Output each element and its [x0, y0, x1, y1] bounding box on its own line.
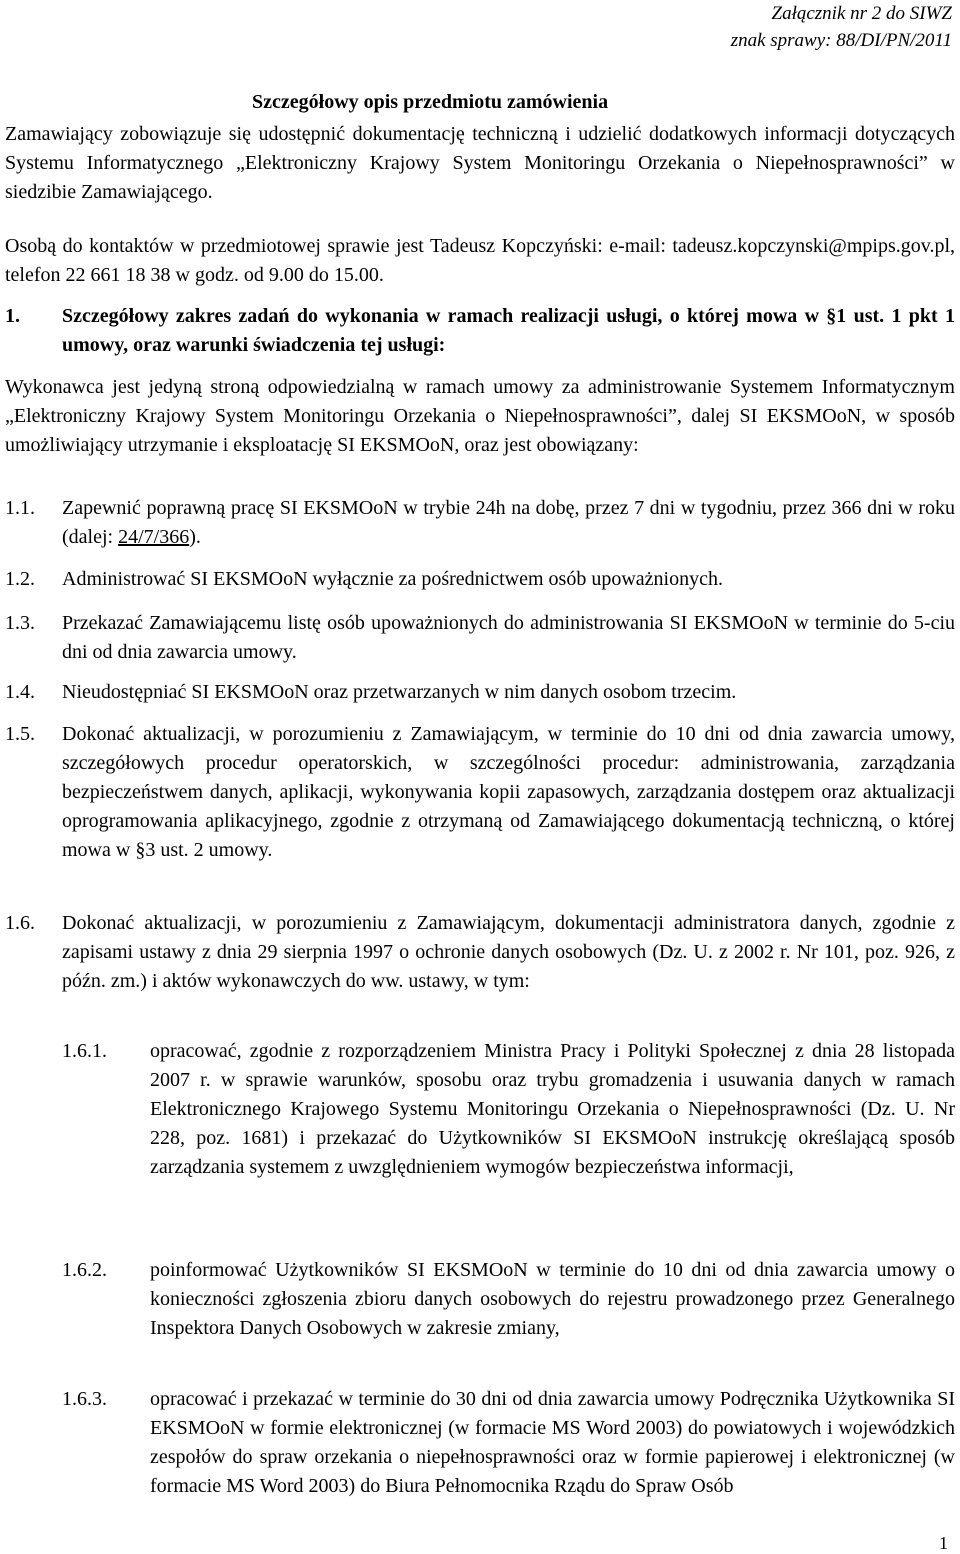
item-text: Dokonać aktualizacji, w porozumieniu z Zamawiającym, dokumentacji administratora danych, zgodnie z zapisami ustawy z dnia 29 sierpnia 1997 o ochronie danych osobowych (Dz. U. z 2002 r. Nr 101, poz. 926, z późn. zm.) i aktów wykonawczych do ww. ustawy, w tym:	[62, 912, 955, 992]
item-number: 1.4.	[5, 681, 35, 703]
intro-paragraph: Zamawiający zobowiązuje się udostępnić dokumentację techniczną i udzielić dodatkowych informacji dotyczących Systemu Informatycznego „Elektroniczny Krajowy System Monitoringu Orzekania o Niepełnosprawności” w siedzibie Zamawiającego.	[5, 123, 955, 203]
list-item	[5, 494, 955, 552]
item-text: Nieudostępniać SI EKSMOoN oraz przetwarzanych w nim danych osobom trzecim.	[62, 681, 737, 703]
item-text: Przekazać Zamawiającemu listę osób upoważnionych do administrowania SI EKSMOoN w terminie do 5-ciu dni od dnia zawarcia umowy.	[62, 612, 955, 663]
sub-list-item	[62, 1037, 955, 1182]
section-title: Szczegółowy zakres zadań do wykonania w ramach realizacji usługi, o której mowa w §1 ust. 1 pkt 1 umowy, oraz warunki świadczenia tej usługi:	[62, 305, 955, 356]
document-title: Szczegółowy opis przedmiotu zamówienia	[252, 91, 609, 113]
sub-list-item	[62, 1256, 955, 1343]
contact-paragraph: Osobą do kontaktów w przedmiotowej sprawie jest Tadeusz Kopczyński: e-mail: tadeusz.kopczynski@mpips.gov.pl, telefon 22 661 18 38 w godz. od 9.00 do 15.00.	[5, 235, 955, 286]
case-number: znak sprawy: 88/DI/PN/2011	[730, 30, 952, 51]
item-text: Zapewnić poprawną pracę SI EKSMOoN w trybie 24h na dobę, przez 7 dni w tygodniu, przez 366 dni w roku (dalej: 24/7/366).	[62, 497, 955, 548]
list-item	[5, 720, 955, 865]
item-number: 1.3.	[5, 612, 35, 634]
sub-item-number: 1.6.1.	[62, 1040, 107, 1062]
list-item	[5, 909, 955, 996]
sub-item-text: opracować, zgodnie z rozporządzeniem Ministra Pracy i Polityki Społecznej z dnia 28 listopada 2007 r. w sprawie warunków, sposobu oraz trybu gromadzenia i usuwania danych w ramach Elektronicznego Krajowego Systemu Monitoringu Orzekania o Niepełnosprawności (Dz. U. Nr 228, poz. 1681) i przekazać do Użytkowników SI EKSMOoN instrukcję określającą sposób zarządzania systemem z uwzględnieniem wymogów bezpieczeństwa informacji,	[150, 1040, 955, 1178]
item-number: 1.5.	[5, 723, 35, 745]
section-body: Wykonawca jest jedyną stroną odpowiedzialną w ramach umowy za administrowanie Systemem Informatycznym „Elektroniczny Krajowy System Monitoringu Orzekania o Niepełnosprawności”, dalej SI EKSMOoN, w sposób umożliwiający utrzymanie i eksploatację SI EKSMOoN, oraz jest obowiązany:	[5, 376, 955, 456]
item-number: 1.6.	[5, 912, 35, 934]
section-heading	[5, 302, 955, 360]
attachment-header	[731, 0, 952, 54]
sub-item-number: 1.6.2.	[62, 1259, 107, 1281]
list-item	[5, 609, 955, 667]
page-number: 1	[939, 1533, 948, 1553]
item-number: 1.1.	[5, 497, 35, 519]
sub-item-text: opracować i przekazać w terminie do 30 dni od dnia zawarcia umowy Podręcznika Użytkownika SI EKSMOoN w formie elektronicznej (w formacie MS Word 2003) do powiatowych i wojewódzkich zespołów do spraw orzekania o niepełnosprawności oraz w formie papierowej i elektronicznej (w formacie MS Word 2003) do Biura Pełnomocnika Rządu do Spraw Osób	[150, 1388, 955, 1497]
sub-item-number: 1.6.3.	[62, 1388, 107, 1410]
list-item	[5, 678, 955, 707]
attachment-label: Załącznik nr 2 do SIWZ	[771, 3, 952, 24]
item-number: 1.2.	[5, 568, 35, 590]
sub-item-text: poinformować Użytkowników SI EKSMOoN w terminie do 10 dni od dnia zawarcia umowy o konieczności zgłoszenia zbioru danych osobowych do rejestru prowadzonego przez Generalnego Inspektora Danych Osobowych w zakresie zmiany,	[150, 1259, 955, 1339]
item-text: Administrować SI EKSMOoN wyłącznie za pośrednictwem osób upoważnionych.	[62, 568, 723, 590]
list-item	[5, 565, 955, 594]
item-text: Dokonać aktualizacji, w porozumieniu z Zamawiającym, w terminie do 10 dni od dnia zawarcia umowy, szczegółowych procedur operatorskich, w szczególności procedur: administrowania, zarządzania bezpieczeństwem danych, aplikacji, wykonywania kopii zapasowych, zarządzania dostępem oraz aktualizacji oprogramowania aplikacyjnego, zgodnie z otrzymaną od Zamawiającego dokumentacją techniczną, o której mowa w §3 ust. 2 umowy.	[62, 723, 955, 861]
sub-list-item	[62, 1385, 955, 1501]
section-number: 1.	[5, 305, 20, 327]
